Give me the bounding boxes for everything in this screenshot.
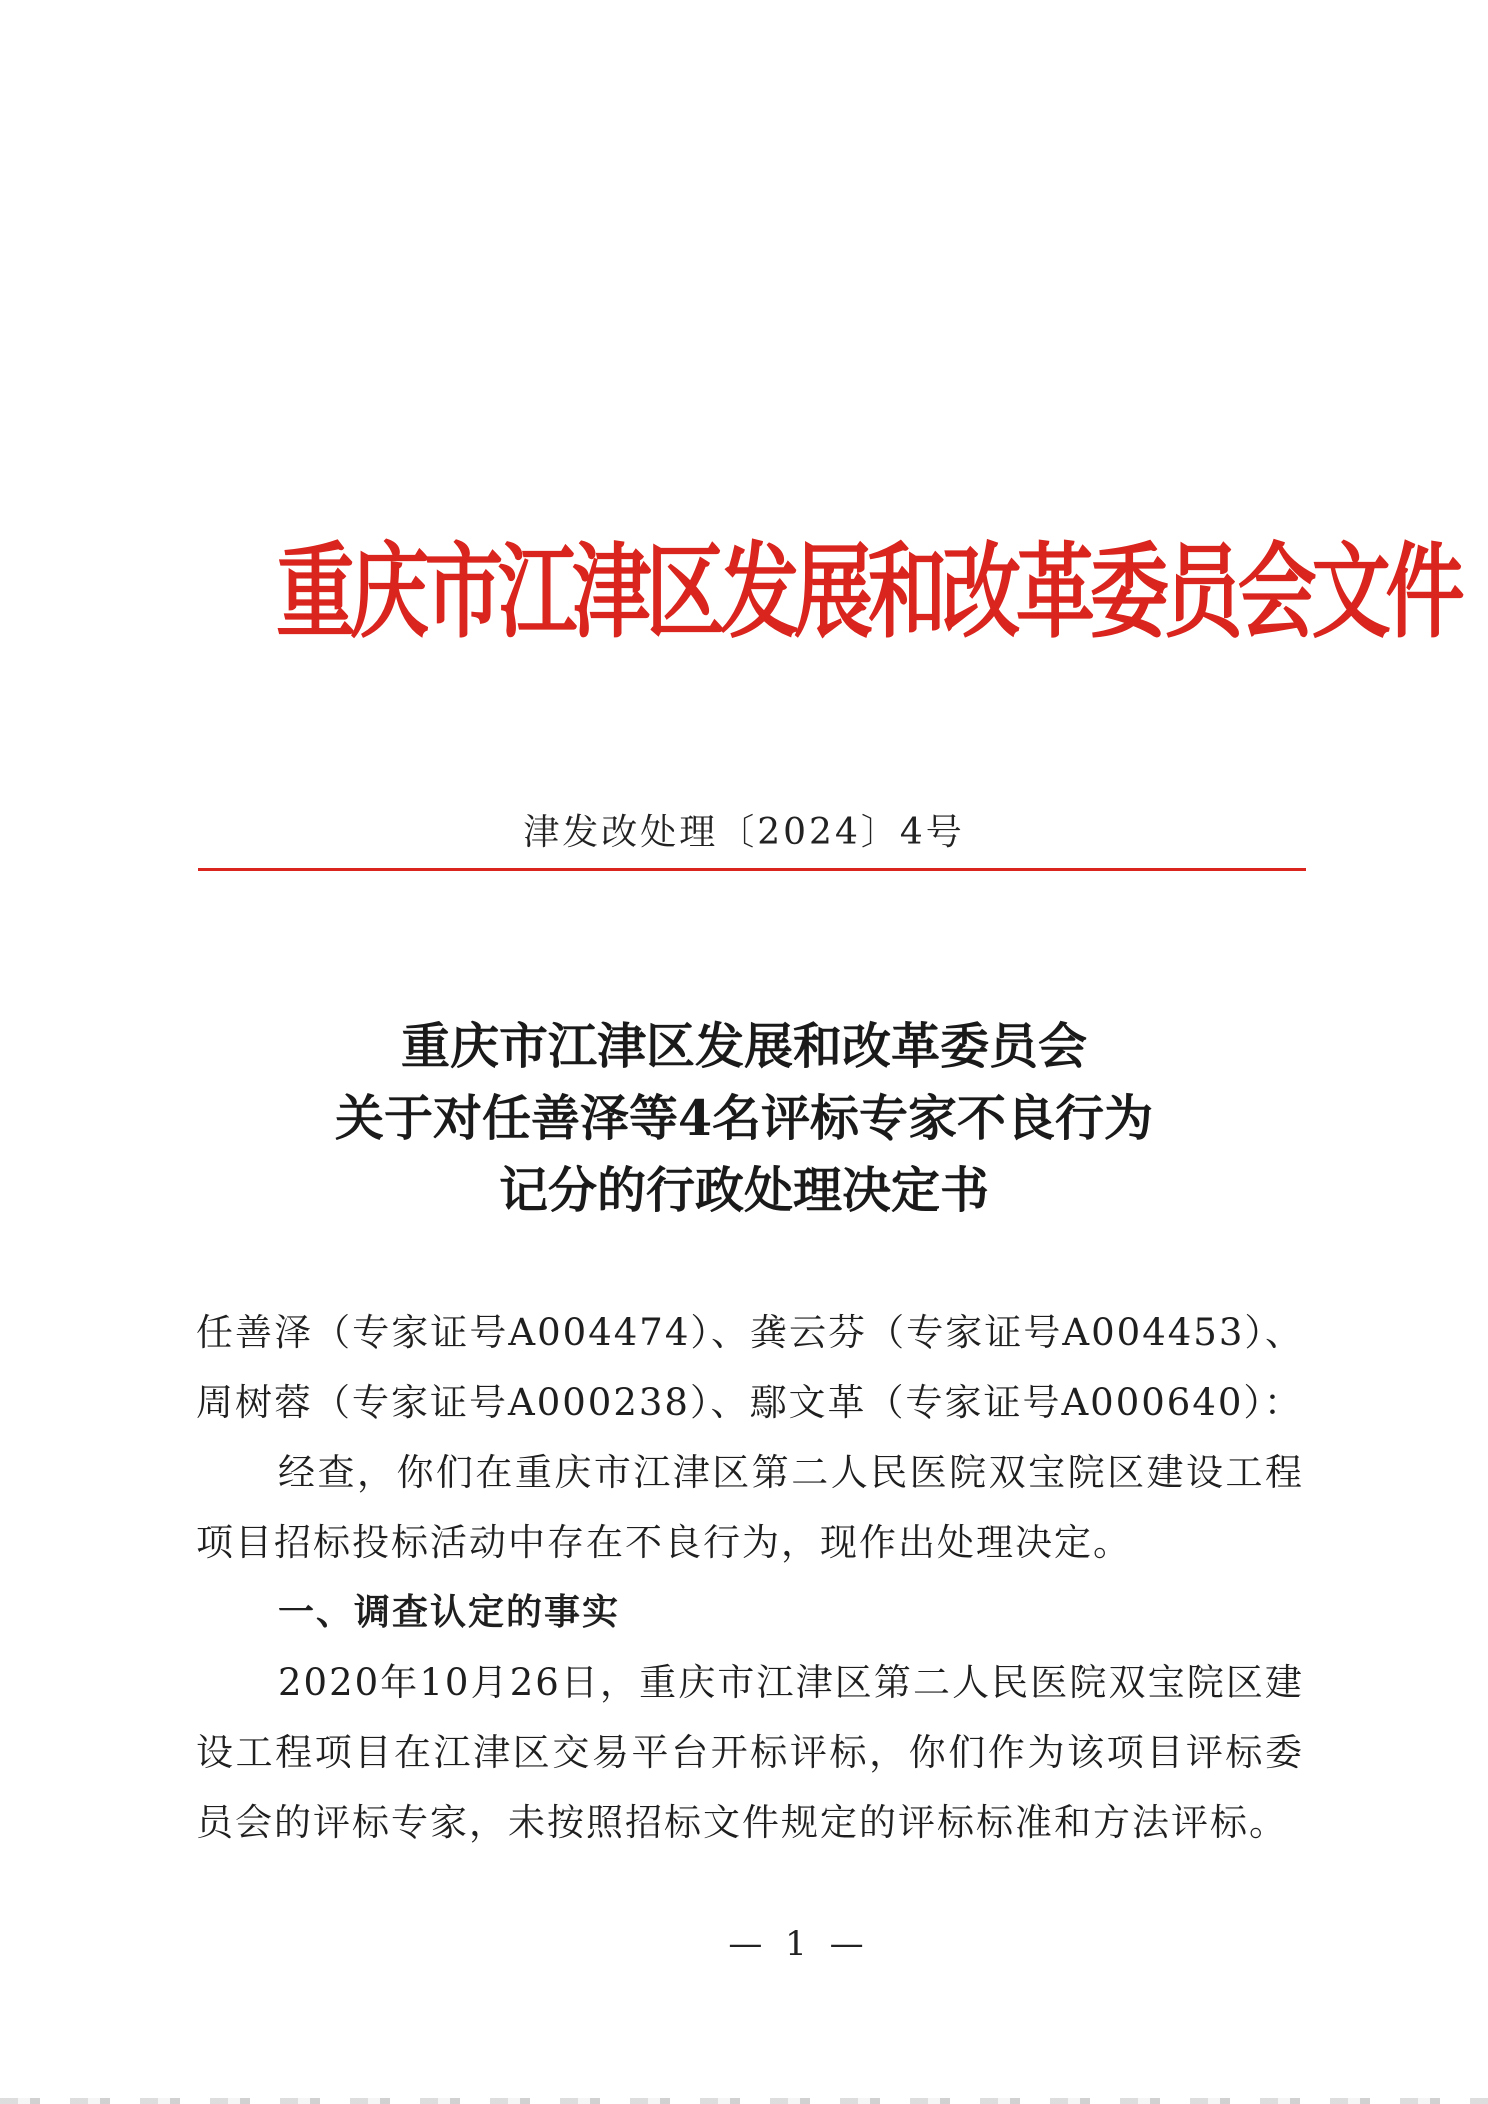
document-body bbox=[196, 1298, 1304, 1858]
document-number: 津发改处理〔2024〕4号 bbox=[523, 812, 965, 853]
facts-paragraph: 2020年10月26日，重庆市江津区第二人民医院双宝院区建设工程项目在江津区交易平台开标评标，你们作为该项目评标委员会的评标专家，未按照招标文件规定的评标标准和方法评标。 bbox=[196, 1661, 1304, 1844]
title-line-2: 关于对任善泽等4名评标专家不良行为 bbox=[334, 1089, 1154, 1147]
addressees-paragraph: 任善泽（专家证号A004474）、龚云芬（专家证号A004453）、周树蓉（专家证号A000238）、鄢文革（专家证号A000640）： bbox=[196, 1311, 1304, 1424]
intro-paragraph: 经查，你们在重庆市江津区第二人民医院双宝院区建设工程项目招标投标活动中存在不良行为，现作出处理决定。 bbox=[196, 1451, 1304, 1564]
page-number: — 1 — bbox=[728, 1924, 870, 1964]
section-heading-facts: 一、调查认定的事实 bbox=[278, 1592, 621, 1633]
red-divider-line bbox=[198, 868, 1306, 871]
document-title bbox=[150, 1010, 1338, 1226]
title-line-1: 重庆市江津区发展和改革委员会 bbox=[400, 1017, 1087, 1075]
title-line-3: 记分的行政处理决定书 bbox=[498, 1161, 989, 1219]
masthead-title: 重庆市江津区发展和改革委员会文件 bbox=[276, 532, 1460, 653]
scan-edge-decoration bbox=[0, 2098, 1488, 2104]
